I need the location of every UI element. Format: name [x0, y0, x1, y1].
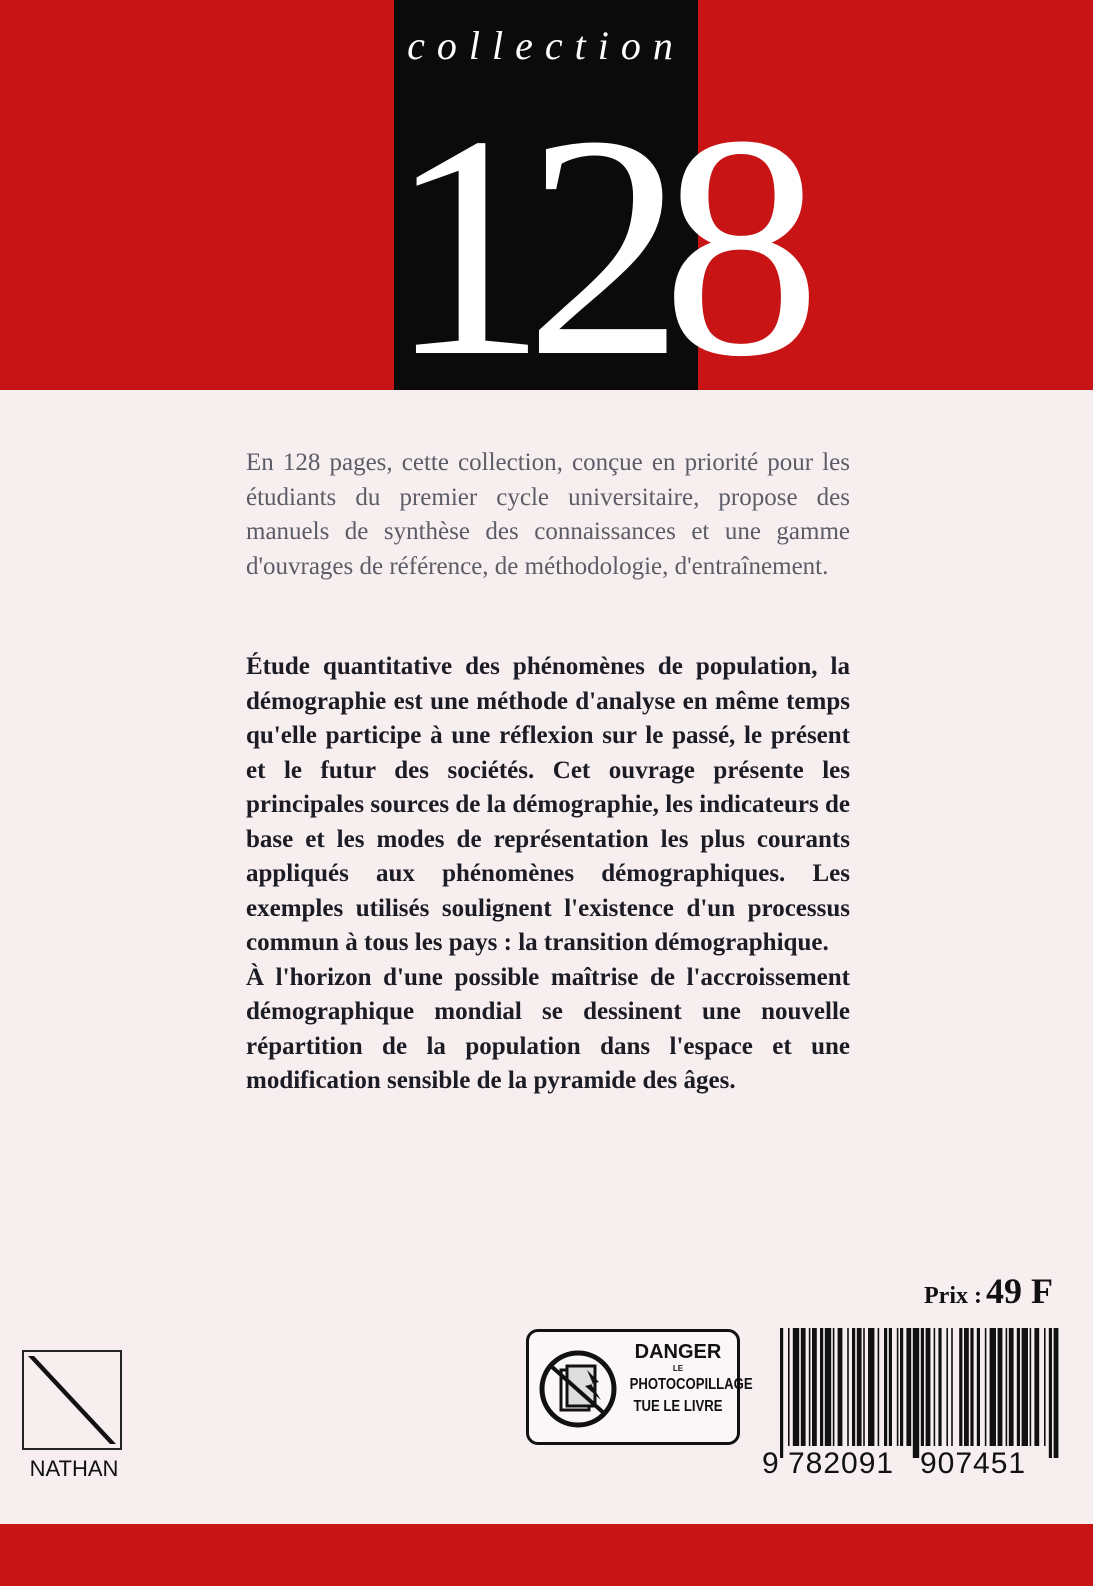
- barcode-bar: [857, 1328, 862, 1446]
- barcode-bar: [801, 1328, 806, 1446]
- barcode-right-group: 907451: [920, 1447, 1027, 1480]
- barcode-bar: [1034, 1328, 1039, 1446]
- barcode-bar: [977, 1328, 980, 1446]
- description-paragraph: À l'horizon d'une possible maîtrise de l'accroissement démographique mondial se dessinent une nouvelle répartition de la population dans l'espace et une modification sensible de la pyramide des âges.: [246, 963, 850, 1094]
- barcode-bar: [788, 1328, 790, 1446]
- barcode-bar: [990, 1328, 996, 1446]
- barcode-bar: [1006, 1328, 1008, 1446]
- publisher-logo: [22, 1350, 126, 1484]
- barcode-bar: [906, 1328, 911, 1446]
- price: [924, 1270, 1053, 1312]
- barcode-bar: [1009, 1328, 1014, 1446]
- barcode-bar: [921, 1328, 924, 1446]
- collection-logo-block: [388, 0, 799, 422]
- description-paragraph: Étude quantitative des phénomènes de population, la démographie est une méthode d'analyse en même temps qu'elle participe à une réflexion sur le passé, le présent et le futur des sociétés. Cet ouvrage présente les principales sources de la démographie, les indicateurs de base et les modes de représentation les plus courants appliqués aux phénomènes démographiques. Les exemples utilisés soulignent l'existence d'un processus commun à tous les pays : la transition démographique.: [246, 653, 850, 956]
- barcode-bar: [812, 1328, 817, 1446]
- barcode-bar: [868, 1328, 874, 1446]
- barcode-bar: [926, 1328, 931, 1446]
- barcode-digits: [760, 1447, 1060, 1487]
- barcode-bar: [863, 1328, 865, 1446]
- barcode-bar: [1017, 1328, 1020, 1446]
- barcode-bar: [793, 1328, 799, 1446]
- collection-label: collection: [407, 23, 685, 68]
- price-label: Prix :: [924, 1283, 982, 1309]
- barcode-bar: [946, 1328, 948, 1446]
- barcode-bar: [1054, 1328, 1059, 1458]
- photocopy-danger-icon: [537, 1348, 619, 1430]
- barcode-bar: [780, 1328, 783, 1458]
- barcode-bar: [878, 1328, 880, 1446]
- isbn-barcode: [760, 1328, 1060, 1488]
- barcode-left-group: 782091: [788, 1447, 895, 1480]
- publisher-name: NATHAN: [29, 1456, 119, 1481]
- barcode-bar: [900, 1328, 903, 1446]
- barcode-bar: [913, 1328, 919, 1458]
- barcode-bar: [897, 1328, 899, 1446]
- warning-small-text: LE: [672, 1364, 684, 1373]
- barcode-bar: [951, 1328, 953, 1446]
- barcode-bar: [998, 1328, 1003, 1446]
- barcode-bar: [959, 1328, 962, 1446]
- barcode-bar: [820, 1328, 823, 1446]
- barcode-bar: [847, 1328, 849, 1446]
- photocopy-warning-badge: [526, 1329, 753, 1445]
- book-description: [246, 650, 850, 1099]
- barcode-bar: [825, 1328, 831, 1446]
- barcode-bar: [938, 1328, 941, 1446]
- barcode-bar: [964, 1328, 969, 1446]
- warning-line-1: PHOTOCOPILLAGE: [629, 1376, 753, 1393]
- collection-intro-text: En 128 pages, cette collection, conçue en priorité pour les étudiants du premier cycle universitaire, propose des manuels de synthèse des connaissances et une gamme d'ouvrages de référence, de méthodologie, d'entraînement.: [246, 449, 850, 580]
- price-value: 49 F: [986, 1271, 1053, 1311]
- barcode-bar: [1044, 1328, 1046, 1446]
- nathan-logo-icon: [22, 1350, 122, 1450]
- barcode-bar: [889, 1328, 892, 1446]
- barcode-bar: [884, 1328, 887, 1446]
- barcode-bar: [934, 1328, 936, 1446]
- barcode-bar: [985, 1328, 987, 1446]
- barcode-bar: [1049, 1328, 1052, 1458]
- warning-text: [619, 1340, 753, 1418]
- barcode-bar: [833, 1328, 835, 1446]
- warning-line-2: TUE LE LIVRE: [633, 1398, 723, 1415]
- barcode-bar: [838, 1328, 843, 1446]
- barcode-bar: [1030, 1328, 1032, 1446]
- bottom-red-band: [0, 1524, 1093, 1586]
- barcode-bar: [970, 1328, 973, 1446]
- collection-number: 128: [388, 70, 799, 422]
- barcode-bar: [809, 1328, 811, 1446]
- barcode-bar: [852, 1328, 855, 1446]
- barcode-bars: [760, 1328, 1060, 1458]
- warning-title: DANGER: [634, 1341, 722, 1363]
- barcode-lead-digit: 9: [762, 1447, 779, 1480]
- barcode-bar: [1022, 1328, 1028, 1446]
